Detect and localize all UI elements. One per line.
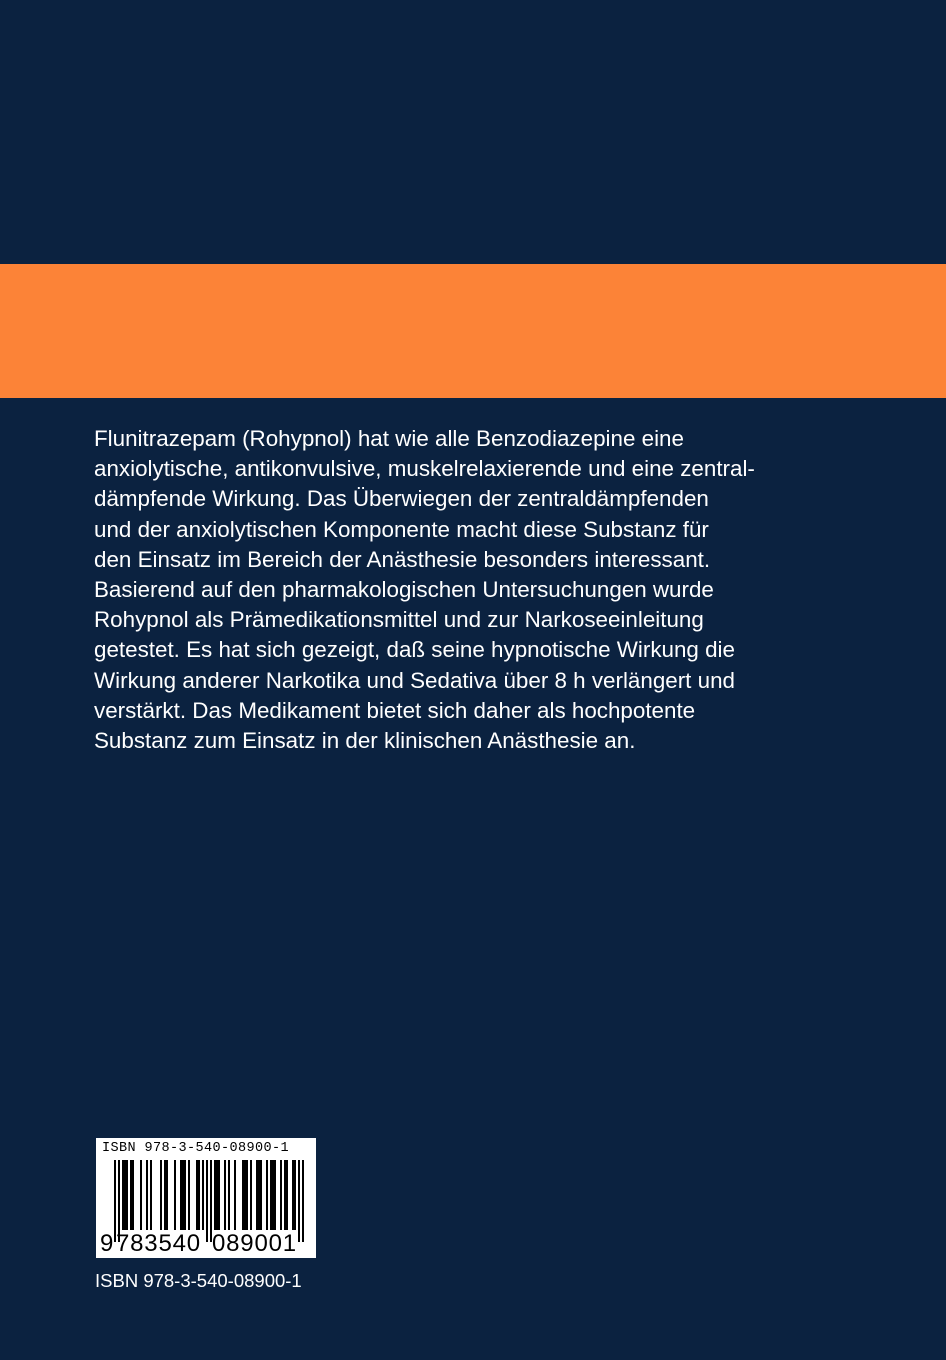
barcode-bar [206,1160,208,1242]
barcode-bar [166,1160,168,1230]
blurb-line: Flunitrazepam (Rohypnol) hat wie alle Benzodiazepine eine [94,426,684,451]
barcode-left-group: 783540 [116,1230,201,1257]
back-cover-blurb [94,424,894,756]
barcode-bar [122,1160,124,1230]
barcode-bar [132,1160,134,1230]
barcode-bar [242,1160,244,1230]
barcode-bar [130,1160,132,1230]
blurb-line: Rohypnol als Prämedikationsmittel und zur Narkoseeinleitung [94,607,704,633]
barcode-bar [182,1160,184,1230]
blurb-line: anxiolytische, antikonvulsive, muskelrelaxierende und eine zentral- [94,456,755,482]
barcode-bar [218,1160,220,1230]
barcode-bar [216,1160,218,1230]
blurb-line: verstärkt. Das Medikament bietet sich daher als hochpotente [94,697,696,723]
barcode-bar [298,1160,300,1242]
barcode-bar [180,1160,182,1230]
barcode-bar [294,1160,296,1230]
barcode-bar [124,1160,126,1230]
barcode-bar [214,1160,216,1230]
barcode-bar [250,1160,252,1230]
barcode-bar [258,1160,260,1230]
blurb-line: Substanz zum Einsatz in der klinischen Anästhesie an. [94,728,636,754]
barcode-bar [292,1160,294,1230]
barcode-isbn-label: ISBN 978-3-540-08900-1 [102,1141,290,1156]
barcode-bar [260,1160,262,1230]
barcode-bar [270,1160,272,1230]
barcode-first-digit: 9 [100,1230,114,1257]
barcode-bar [280,1160,282,1230]
barcode-bar [150,1160,152,1230]
barcode-bar [284,1160,286,1230]
barcode-bar [202,1160,204,1230]
orange-band [0,264,946,398]
barcode-bar [234,1160,236,1230]
barcode-bar [140,1160,142,1230]
barcode-bar [246,1160,248,1230]
barcode-bar [286,1160,288,1230]
blurb-line: getestet. Es hat sich gezeigt, daß seine hypnotische Wirkung die [94,637,735,663]
barcode-bar [256,1160,258,1230]
barcode-bar [174,1160,176,1230]
blurb-line: Basierend auf den pharmakologischen Untersuchungen wurde [94,577,714,603]
blurb-line: und der anxiolytischen Komponente macht diese Substanz für [94,516,709,542]
barcode-bar [244,1160,246,1230]
barcode-bar [164,1160,166,1230]
barcode-bar [224,1160,226,1230]
barcode-bar [266,1160,268,1230]
barcode-bar [126,1160,128,1230]
blurb-line: den Einsatz im Bereich der Anästhesie besonders interessant. [94,546,711,572]
isbn-barcode [96,1138,316,1258]
barcode-bar [198,1160,200,1230]
barcode-bar [188,1160,190,1230]
barcode-bar [146,1160,148,1230]
barcode-right-group: 089001 [212,1230,297,1257]
barcode-bar [302,1160,304,1242]
isbn-text: ISBN 978-3-540-08900-1 [95,1270,302,1291]
barcode-bar [272,1160,274,1230]
barcode-bar [160,1160,162,1230]
blurb-line: Wirkung anderer Narkotika und Sedativa über 8 h verlängert und [94,667,735,693]
barcode-bar [228,1160,230,1230]
barcode-bar [274,1160,276,1230]
blurb-line: dämpfende Wirkung. Das Überwiegen der zentraldämpfenden [94,486,709,512]
barcode-bar [184,1160,186,1230]
barcode-bar [196,1160,198,1230]
